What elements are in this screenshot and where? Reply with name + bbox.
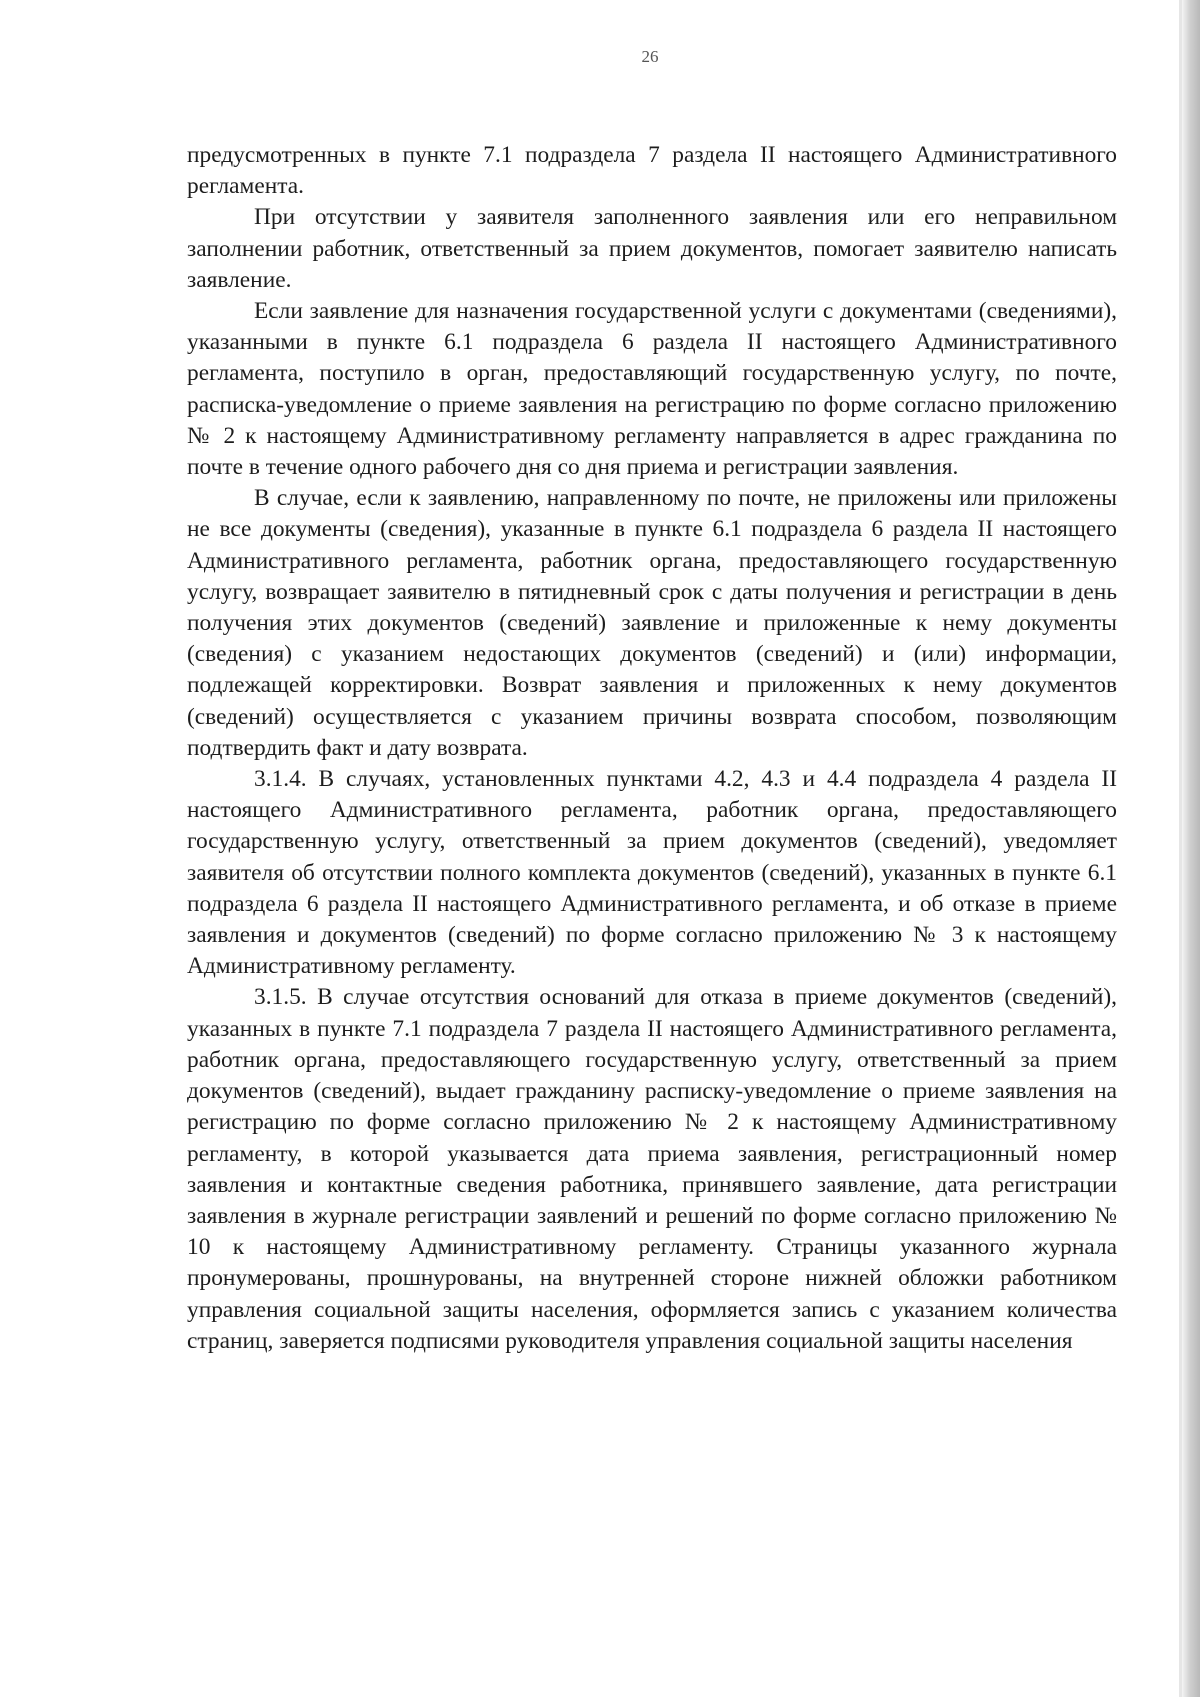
paragraph-missing-application: При отсутствии у заявителя заполненного заявления или его неправильном заполнении работник, ответственный за прием документов, помогает заявителю написать заявление. xyxy=(187,204,1117,293)
paragraph-incomplete-documents: В случае, если к заявлению, направленному по почте, не приложены или приложены не все документы (сведения), указанные в пункте 6.1 подраздела 6 раздела II настоящего Административного регламента, работник органа, предоставляющего государственную услугу, возвращает заявителю в пятидневный срок с даты получения и регистрации в день получения этих документов (сведений) заявление и приложенные к нему документы (сведения) с указанием недостающих документов (сведений) и (или) информации, подлежащей корректировки. Возврат заявления и приложенных к нему документов (сведений) осуществляется с указанием причины возврата способом, позволяющим подтвердить факт и дату возврата. xyxy=(187,485,1117,761)
scan-edge xyxy=(1182,0,1200,1697)
paragraph-3-1-5: 3.1.5. В случае отсутствия оснований для отказа в приеме документов (сведений), указанных в пункте 7.1 подраздела 7 раздела II настоящего Административного регламента, работник органа, предоставляющего государственную услугу, ответственный за прием документов (сведений), выдает гражданину расписку-уведомление о приеме заявления на регистрацию по форме согласно приложению № 2 к настоящему Административному регламенту, в которой указывается дата приема заявления, регистрационный номер заявления и контактные сведения работника, принявшего заявление, дата регистрации заявления в журнале регистрации заявлений и решений по форме согласно приложению № 10 к настоящему Административному регламенту. Страницы указанного журнала пронумерованы, прошнурованы, на внутренней стороне нижней обложки работником управления социальной защиты населения, оформляется запись с указанием количества страниц, заверяется подписями руководителя управления социальной защиты населения xyxy=(187,984,1117,1354)
paragraph-mail-receipt: Если заявление для назначения государственной услуги с документами (сведениями), указанными в пункте 6.1 подраздела 6 раздела II настоящего Административного регламента, поступило в орган, предоставляющий государственную услугу, по почте, расписка-уведомление о приеме заявления на регистрацию по форме согласно приложению № 2 к настоящему Административному регламенту направляется в адрес гражданина по почте в течение одного рабочего дня со дня приема и регистрации заявления. xyxy=(187,298,1117,481)
page-number: 26 xyxy=(641,47,659,66)
paragraph-3-1-4: 3.1.4. В случаях, установленных пунктами 4.2, 4.3 и 4.4 подраздела 4 раздела II настоящего Административного регламента, работник органа, предоставляющего государственную услугу, ответственный за прием документов (сведений), уведомляет заявителя об отсутствии полного комплекта документов (сведений), указанных в пункте 6.1 подраздела 6 раздела II настоящего Административного регламента, и об отказе в приеме заявления и документов (сведений) по форме согласно приложению № 3 к настоящему Административному регламенту. xyxy=(187,766,1117,980)
document-body xyxy=(187,140,1117,1357)
paragraph-continuation: предусмотренных в пункте 7.1 подраздела 7 раздела II настоящего Административного регламента. xyxy=(187,142,1117,200)
